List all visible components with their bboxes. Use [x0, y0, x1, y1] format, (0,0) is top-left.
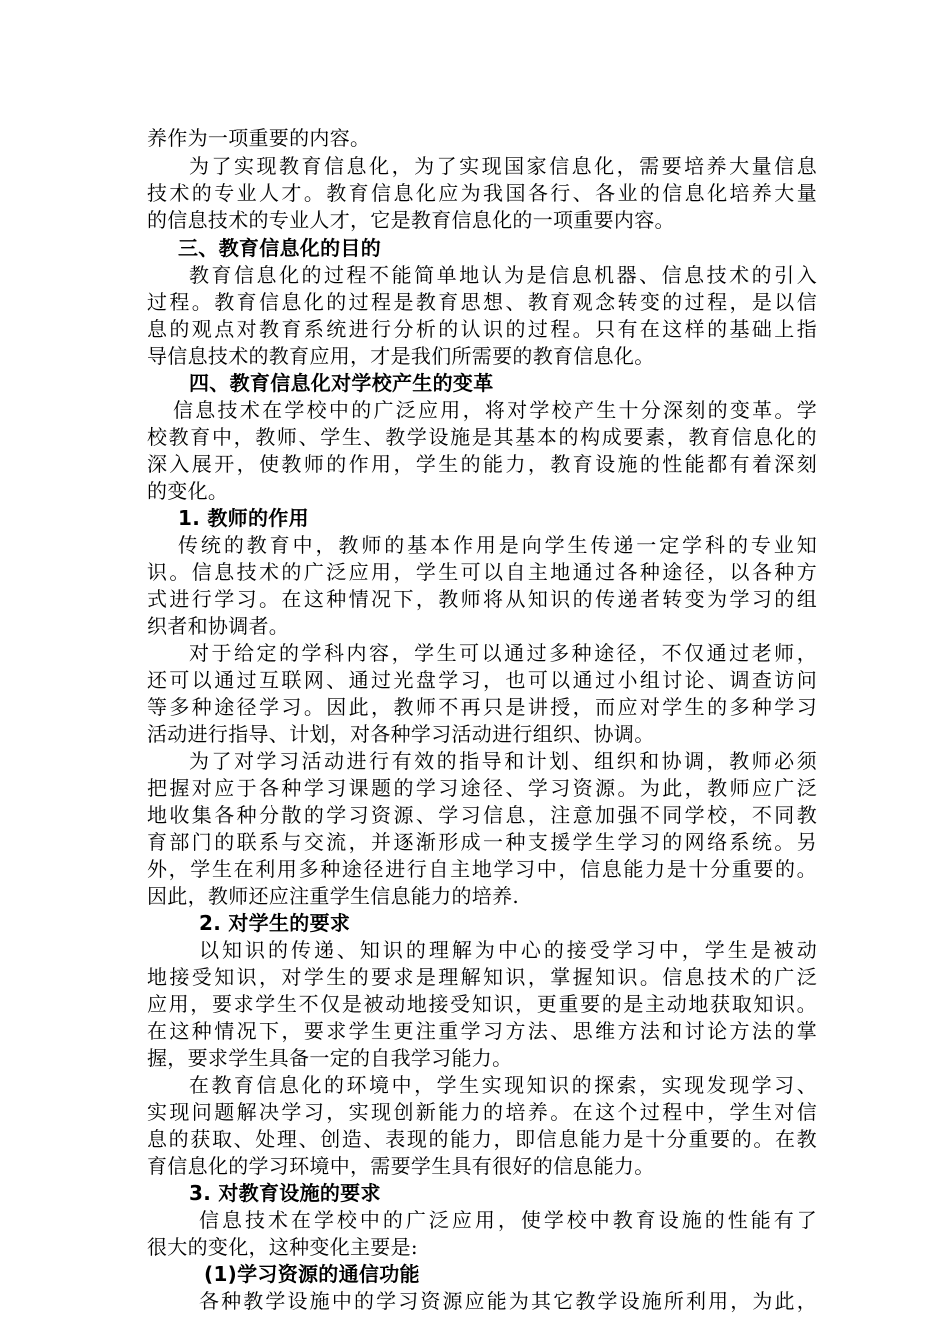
paragraph-line: 识。信息技术的广泛应用，学生可以自主地通过各种途径，以各种方	[147, 560, 817, 584]
paragraph-line: 为了对学习活动进行有效的指导和计划、组织和协调，教师必须	[189, 749, 817, 773]
paragraph-line: 在这种情况下，要求学生更注重学习方法、思维方法和讨论方法的掌	[147, 1019, 817, 1043]
paragraph-line: 地收集各种分散的学习资源、学习信息，注意加强不同学校，不同教	[147, 803, 817, 827]
paragraph-line: 育部门的联系与交流，并逐渐形成一种支援学生学习的网络系统。另	[147, 830, 817, 854]
subheading-student-requirements: 2. 对学生的要求	[199, 911, 351, 935]
paragraph-line: 教育信息化的过程不能简单地认为是信息机器、信息技术的引入	[189, 263, 817, 287]
paragraph-line: 实现问题解决学习，实现创新能力的培养。在这个过程中，学生对信	[147, 1100, 817, 1124]
paragraph-line: 的变化。	[147, 479, 229, 503]
section-heading-3: 三、教育信息化的目的	[178, 236, 381, 260]
paragraph-line: 为了实现教育信息化，为了实现国家信息化，需要培养大量信息	[189, 154, 817, 178]
paragraph-line: 过程。教育信息化的过程是教育思想、教育观念转变的过程，是以信	[147, 290, 817, 314]
subheading-teacher-role: 1. 教师的作用	[178, 506, 309, 530]
paragraph-line: 息的获取、处理、创造、表现的能力，即信息能力是十分重要的。在教	[147, 1127, 817, 1151]
paragraph-line: 信息技术在学校中的广泛应用，使学校中教育设施的性能有了	[199, 1208, 817, 1232]
subheading-resource-communication: (1)学习资源的通信功能	[204, 1262, 420, 1286]
paragraph-line: 育信息化的学习环境中，需要学生具有很好的信息能力。	[147, 1154, 655, 1178]
paragraph-line: 式进行学习。在这种情况下，教师将从知识的传递者转变为学习的组	[147, 587, 817, 611]
paragraph-line: 养作为一项重要的内容。	[147, 126, 371, 150]
paragraph-line: 的信息技术的专业人才，它是教育信息化的一项重要内容。	[147, 208, 675, 232]
paragraph-line: 深入展开，使教师的作用，学生的能力，教育设施的性能都有着深刻	[147, 452, 817, 476]
paragraph-line: 对于给定的学科内容，学生可以通过多种途径，不仅通过老师，	[189, 641, 817, 665]
paragraph-line: 校教育中，教师、学生、教学设施是其基本的构成要素，教育信息化的	[147, 425, 817, 449]
paragraph-line: 握，要求学生具备一定的自我学习能力。	[147, 1046, 513, 1070]
paragraph-line: 因此，教师还应注重学生信息能力的培养.	[147, 884, 520, 908]
section-heading-4: 四、教育信息化对学校产生的变革	[189, 371, 494, 395]
paragraph-line: 织者和协调者。	[147, 614, 290, 638]
subheading-facility-requirements: 3. 对教育设施的要求	[189, 1181, 381, 1205]
paragraph-line: 很大的变化，这种变化主要是:	[147, 1235, 418, 1259]
paragraph-line: 应用，要求学生不仅是被动地接受知识，更重要的是主动地获取知识。	[147, 992, 817, 1016]
paragraph-line: 传统的教育中，教师的基本作用是向学生传递一定学科的专业知	[178, 533, 817, 557]
paragraph-line: 地接受知识，对学生的要求是理解知识，掌握知识。信息技术的广泛	[147, 965, 817, 989]
paragraph-line: 息的观点对教育系统进行分析的认识的过程。只有在这样的基础上指	[147, 317, 817, 341]
paragraph-line: 信息技术在学校中的广泛应用，将对学校产生十分深刻的变革。学	[173, 398, 817, 422]
paragraph-line: 把握对应于各种学习课题的学习途径、学习资源。为此，教师应广泛	[147, 776, 817, 800]
paragraph-line: 在教育信息化的环境中，学生实现知识的探索，实现发现学习、	[189, 1073, 817, 1097]
paragraph-line: 导信息技术的教育应用，才是我们所需要的教育信息化。	[147, 344, 655, 368]
paragraph-line: 等多种途径学习。因此，教师不再只是讲授，而应对学生的多种学习	[147, 695, 817, 719]
paragraph-line: 活动进行指导、计划，对各种学习活动进行组织、协调。	[147, 722, 655, 746]
paragraph-line: 外，学生在利用多种途径进行自主地学习中，信息能力是十分重要的。	[147, 857, 817, 881]
paragraph-line: 还可以通过互联网、通过光盘学习，也可以通过小组讨论、调查访问	[147, 668, 817, 692]
paragraph-line: 各种教学设施中的学习资源应能为其它教学设施所利用，为此，	[199, 1289, 817, 1313]
paragraph-line: 以知识的传递、知识的理解为中心的接受学习中，学生是被动	[199, 938, 817, 962]
paragraph-line: 技术的专业人才。教育信息化应为我国各行、各业的信息化培养大量	[147, 181, 817, 205]
